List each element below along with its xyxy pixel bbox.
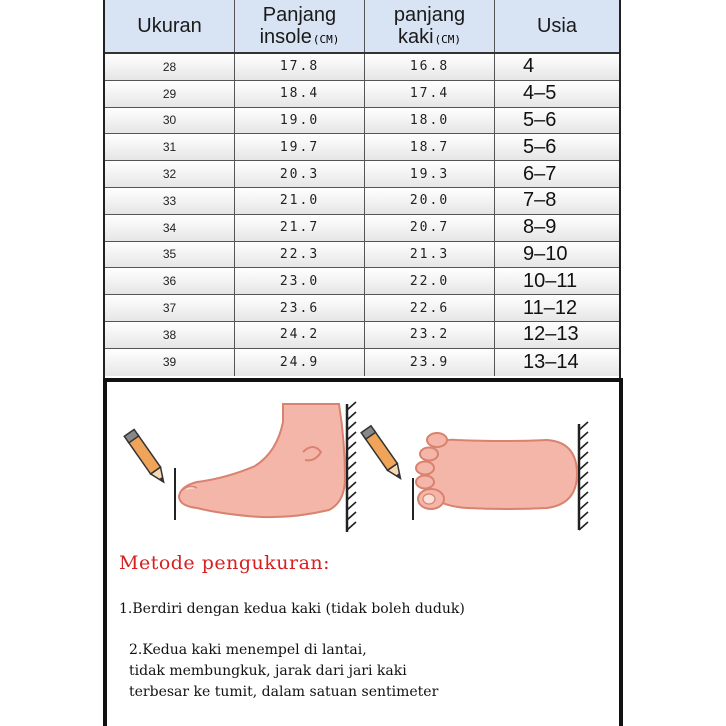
cell-size: 38 <box>162 327 177 342</box>
table-body <box>105 54 619 376</box>
cell-age: 4 <box>523 55 535 78</box>
cell-age: 7–8 <box>523 189 557 212</box>
cell-insole-length: 23.6 <box>279 300 320 316</box>
table-row <box>105 81 619 108</box>
cell-insole-length: 23.0 <box>279 273 320 289</box>
cell-foot-length: 20.7 <box>409 220 450 236</box>
cell-size: 32 <box>162 167 177 182</box>
cell-size: 34 <box>162 220 177 235</box>
cell-size: 33 <box>162 193 177 208</box>
cell-size: 36 <box>162 274 177 289</box>
cell-age: 11–12 <box>523 296 578 319</box>
table-row <box>105 188 619 215</box>
cell-age: 9–10 <box>523 242 568 265</box>
cell-foot-length: 23.2 <box>409 327 450 343</box>
instruction-step-1: 1.Berdiri dengan kedua kaki (tidak boleh duduk) <box>119 601 465 617</box>
pencil-icon <box>361 426 405 482</box>
cell-age: 10–11 <box>523 269 578 292</box>
cell-foot-length: 22.0 <box>409 273 450 289</box>
header-insole-length: Panjang insole (CM) <box>235 0 365 52</box>
measurement-method-title: Metode pengukuran: <box>119 552 331 574</box>
cell-age: 5–6 <box>523 108 557 131</box>
top-view-foot-icon <box>413 422 588 530</box>
measurement-instructions-panel <box>103 378 623 726</box>
cell-insole-length: 18.4 <box>279 86 320 102</box>
table-row <box>105 322 619 349</box>
cell-insole-length: 21.0 <box>279 193 320 209</box>
table-row <box>105 134 619 161</box>
cell-insole-length: 21.7 <box>279 220 320 236</box>
cell-age: 8–9 <box>523 216 557 239</box>
table-row <box>105 108 619 135</box>
cell-foot-length: 17.4 <box>409 86 450 102</box>
header-age: Usia <box>536 15 577 37</box>
cell-foot-length: 16.8 <box>409 59 450 75</box>
cell-foot-length: 18.7 <box>409 139 450 155</box>
cell-age: 6–7 <box>523 162 557 185</box>
cell-size: 31 <box>162 140 177 155</box>
cell-size: 30 <box>162 113 177 128</box>
cell-age: 12–13 <box>523 323 579 346</box>
cell-insole-length: 17.8 <box>279 59 320 75</box>
cell-age: 4–5 <box>523 82 557 105</box>
table-row <box>105 242 619 269</box>
measurement-illustration <box>107 382 619 552</box>
cell-foot-length: 20.0 <box>409 193 450 209</box>
cell-foot-length: 21.3 <box>409 246 450 262</box>
instruction-step-2: 2.Kedua kaki menempel di lantai, tidak membungkuk, jarak dari jari kaki terbesar ke tumit, dalam satuan sentimeter <box>129 642 439 700</box>
cell-foot-length: 18.0 <box>409 112 450 128</box>
cell-size: 39 <box>162 355 177 370</box>
table-row <box>105 161 619 188</box>
table-row <box>105 295 619 322</box>
cell-insole-length: 19.0 <box>279 112 320 128</box>
cell-foot-length: 23.9 <box>409 354 450 370</box>
cell-age: 5–6 <box>523 135 557 158</box>
cell-size: 28 <box>162 59 177 74</box>
table-row <box>105 54 619 81</box>
table-header-row <box>105 0 619 54</box>
cell-insole-length: 22.3 <box>279 246 320 262</box>
cell-foot-length: 19.3 <box>409 166 450 182</box>
cell-size: 37 <box>162 301 177 316</box>
cell-insole-length: 20.3 <box>279 166 320 182</box>
size-chart-table <box>103 0 621 380</box>
cell-size: 29 <box>162 86 177 101</box>
table-row <box>105 268 619 295</box>
side-view-foot-icon <box>175 402 356 532</box>
cell-insole-length: 24.9 <box>279 354 320 370</box>
pencil-icon <box>124 429 168 485</box>
table-row <box>105 349 619 376</box>
cell-age: 13–14 <box>523 350 579 373</box>
table-row <box>105 215 619 242</box>
cell-insole-length: 19.7 <box>279 139 320 155</box>
header-size: Ukuran <box>105 0 235 52</box>
cell-foot-length: 22.6 <box>409 300 450 316</box>
cell-insole-length: 24.2 <box>279 327 320 343</box>
cell-size: 35 <box>162 247 177 262</box>
header-foot-length: panjang kaki (CM) <box>365 0 495 52</box>
